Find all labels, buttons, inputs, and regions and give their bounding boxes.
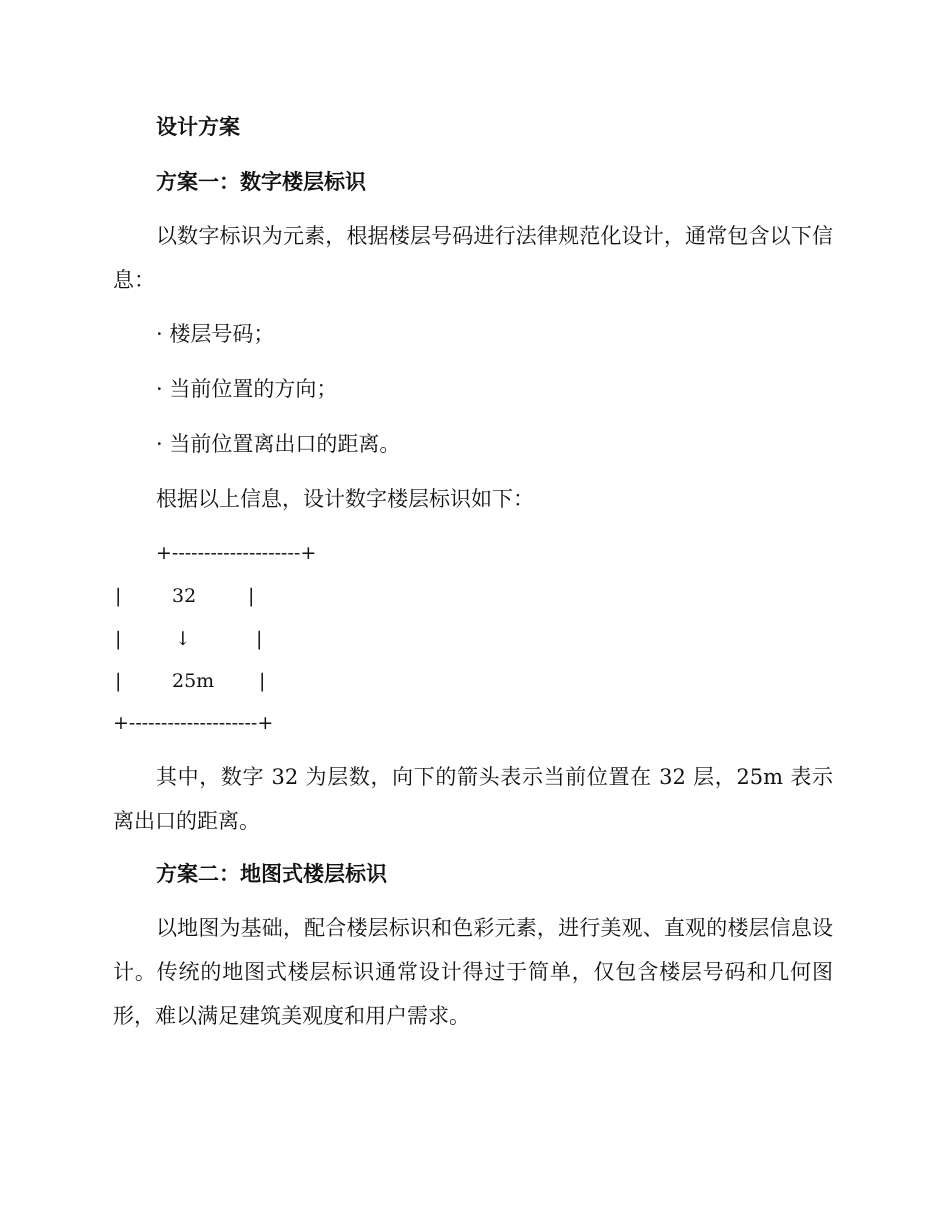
bullet-distance: · 当前位置离出口的距离。	[156, 432, 401, 456]
option2-body: 以地图为基础，配合楼层标识和色彩元素，进行美观、直观的楼层信息设计。传统的地图式楼层标识通常设计得过于简单，仅包含楼层号码和几何图形，难以满足建筑美观度和用户需求。	[113, 916, 833, 1028]
section-heading: 设计方案	[156, 114, 240, 139]
sign-row3-right-edge: |	[259, 670, 266, 692]
sign-floor-number: 32	[172, 585, 197, 607]
option1-explanation: 其中，数字 32 为层数，向下的箭头表示当前位置在 32 层，25m 表示离出口的距离。	[113, 765, 833, 833]
sign-row1-left-edge: |	[115, 585, 122, 607]
bullet-direction: · 当前位置的方向；	[156, 377, 338, 401]
option1-intro: 以数字标识为元素，根据楼层号码进行法律规范化设计，通常包含以下信息：	[113, 224, 833, 292]
sign-top-border: +--------------------+	[156, 542, 317, 564]
option2-title: 方案二：地图式楼层标识	[156, 861, 387, 886]
sign-row2-left-edge: |	[115, 628, 122, 650]
sign-row2-right-edge: |	[256, 628, 263, 650]
sign-bottom-border: +--------------------+	[113, 712, 274, 734]
sign-down-arrow: ↓	[175, 628, 191, 650]
sign-distance: 25m	[172, 670, 215, 692]
design-lead: 根据以上信息，设计数字楼层标识如下：	[156, 487, 534, 511]
bullet-floor-number: · 楼层号码；	[156, 322, 275, 346]
sign-row3-left-edge: |	[115, 670, 122, 692]
sign-row1-right-edge: |	[248, 585, 255, 607]
option1-title: 方案一：数字楼层标识	[156, 169, 366, 194]
